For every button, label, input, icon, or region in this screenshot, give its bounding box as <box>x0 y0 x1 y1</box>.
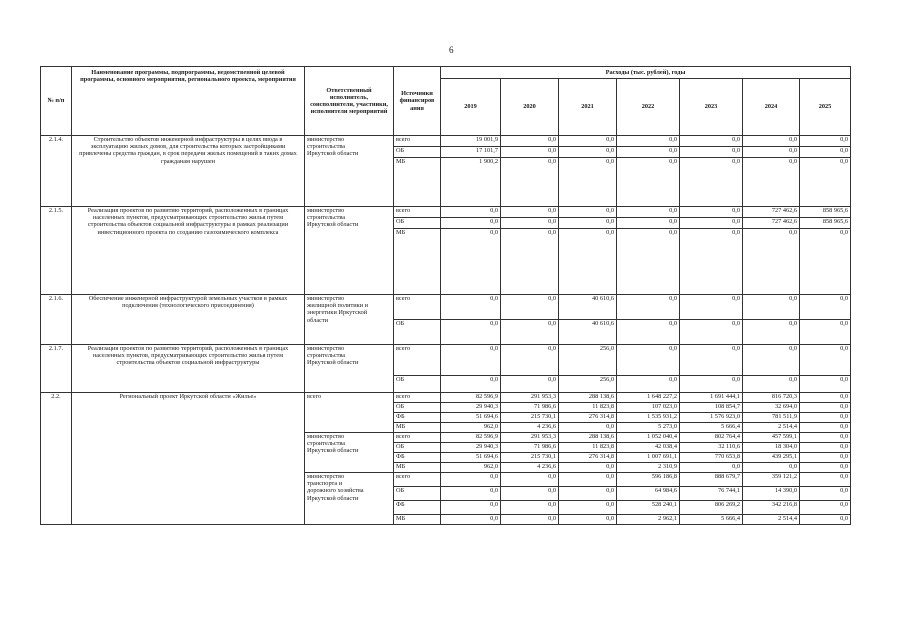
funding-source: ОБ <box>394 443 441 453</box>
executor-line: министерство <box>307 345 345 352</box>
header-year: 2022 <box>617 79 680 136</box>
amount-cell: 42 038,4 <box>617 443 680 453</box>
amount-cell: 40 610,6 <box>559 320 617 345</box>
amount-cell: 0,0 <box>501 158 559 207</box>
row-number: 2.1.4. <box>41 136 72 207</box>
amount-cell: 0,0 <box>559 136 617 147</box>
amount-cell: 0,0 <box>800 501 851 515</box>
amount-cell: 0,0 <box>617 295 680 320</box>
amount-cell: 0,0 <box>743 147 800 158</box>
header-source: Источники финансиров ания <box>394 67 441 136</box>
executor-cell <box>305 295 394 345</box>
amount-cell: 816 720,3 <box>743 393 800 403</box>
amount-cell: 51 694,6 <box>441 413 501 423</box>
amount-cell: 0,0 <box>680 158 743 207</box>
funding-source: ФБ <box>394 413 441 423</box>
amount-cell: 276 314,8 <box>559 413 617 423</box>
amount-cell: 291 953,3 <box>501 393 559 403</box>
amount-cell: 0,0 <box>800 403 851 413</box>
amount-cell: 0,0 <box>800 345 851 376</box>
funding-source: МБ <box>394 515 441 525</box>
executor-line: энергетики Иркутской <box>307 309 368 317</box>
funding-source: ОБ <box>394 320 441 345</box>
amount-cell: 0,0 <box>559 218 617 229</box>
amount-cell: 0,0 <box>501 487 559 501</box>
amount-cell: 0,0 <box>680 147 743 158</box>
header-year: 2019 <box>441 79 501 136</box>
amount-cell: 0,0 <box>441 376 501 393</box>
amount-cell: 0,0 <box>501 147 559 158</box>
amount-cell: 0,0 <box>441 345 501 376</box>
amount-cell: 0,0 <box>800 473 851 487</box>
amount-cell: 0,0 <box>559 229 617 295</box>
executor-line: строительства <box>307 440 346 448</box>
executor-line: Иркутской области <box>307 494 359 502</box>
amount-cell: 71 986,6 <box>501 443 559 453</box>
amount-cell: 439 295,1 <box>743 453 800 463</box>
header-name: Наименование программы, подпрограммы, ведомственной целевой программы, основного мероприятия, регионального проекта, мероприятия <box>72 67 305 136</box>
executor-line: министерство <box>307 295 345 302</box>
page-number: 6 <box>449 45 454 55</box>
amount-cell: 0,0 <box>680 320 743 345</box>
executor-line: Иркутской области <box>307 359 359 367</box>
amount-cell: 1 576 923,0 <box>680 413 743 423</box>
amount-cell: 5 666,4 <box>680 515 743 525</box>
amount-cell: 0,0 <box>501 295 559 320</box>
executor-line: Иркутской области <box>307 150 359 158</box>
amount-cell: 0,0 <box>800 376 851 393</box>
funding-source: МБ <box>394 158 441 207</box>
amount-cell: 0,0 <box>617 320 680 345</box>
funding-source: ОБ <box>394 403 441 413</box>
table-header <box>41 67 851 136</box>
amount-cell: 82 596,9 <box>441 433 501 443</box>
funding-source: МБ <box>394 423 441 433</box>
amount-cell: 14 390,0 <box>743 487 800 501</box>
amount-cell: 0,0 <box>680 345 743 376</box>
amount-cell: 0,0 <box>743 295 800 320</box>
amount-cell: 0,0 <box>617 229 680 295</box>
amount-cell: 0,0 <box>800 136 851 147</box>
amount-cell: 0,0 <box>617 345 680 376</box>
amount-cell: 0,0 <box>800 453 851 463</box>
amount-cell: 0,0 <box>441 218 501 229</box>
amount-cell: 256,0 <box>559 345 617 376</box>
amount-cell: 0,0 <box>800 295 851 320</box>
amount-cell: 0,0 <box>800 393 851 403</box>
funding-source: ОБ <box>394 376 441 393</box>
executor-line: министерство <box>307 433 345 440</box>
amount-cell: 1 052 040,4 <box>617 433 680 443</box>
amount-cell: 0,0 <box>441 515 501 525</box>
executor-line: транспорта и <box>307 480 343 488</box>
table-row <box>41 136 851 147</box>
program-name: Реализация проектов по развитию территорий, расположенных в границах населенных пунктов, предусматривающих строительство жилья путем строительства объектов социальной инфраструктуры в рамках реализации инвестиционного проекта по созданию газохимического комплекса <box>72 207 305 295</box>
amount-cell: 40 610,6 <box>559 295 617 320</box>
amount-cell: 0,0 <box>617 158 680 207</box>
amount-cell: 0,0 <box>441 207 501 218</box>
amount-cell: 0,0 <box>501 207 559 218</box>
amount-cell: 342 216,8 <box>743 501 800 515</box>
amount-cell: 0,0 <box>501 320 559 345</box>
amount-cell: 215 730,1 <box>501 413 559 423</box>
amount-cell: 781 511,9 <box>743 413 800 423</box>
funding-source: всего <box>394 207 441 218</box>
executor-cell <box>305 136 394 207</box>
amount-cell: 0,0 <box>743 158 800 207</box>
amount-cell: 0,0 <box>441 229 501 295</box>
amount-cell: 0,0 <box>617 147 680 158</box>
amount-cell: 5 273,0 <box>617 423 680 433</box>
amount-cell: 4 236,6 <box>501 463 559 473</box>
amount-cell: 0,0 <box>743 345 800 376</box>
amount-cell: 0,0 <box>501 473 559 487</box>
executor-cell <box>305 473 394 525</box>
executor-line: строительства <box>307 143 346 151</box>
funding-source: всего <box>394 433 441 443</box>
program-name: Обеспечение инженерной инфраструктурой земельных участков в рамках подключения (технологического присоединения) <box>72 295 305 345</box>
row-number: 2.1.7. <box>41 345 72 393</box>
amount-cell: 51 694,6 <box>441 453 501 463</box>
program-name: Строительство объектов инженерной инфраструктуры в целях ввода в эксплуатацию жилых домов, для строительства которых застройщиками привлечены средства граждан, в срок передачи жилых помещений в таких домах гражданам нарушен <box>72 136 305 207</box>
amount-cell: 0,0 <box>800 515 851 525</box>
amount-cell: 0,0 <box>441 473 501 487</box>
amount-cell: 0,0 <box>800 443 851 453</box>
amount-cell: 0,0 <box>559 423 617 433</box>
funding-source: ОБ <box>394 218 441 229</box>
funding-source: ОБ <box>394 147 441 158</box>
amount-cell: 2 514,4 <box>743 423 800 433</box>
amount-cell: 0,0 <box>800 463 851 473</box>
executor-line: Иркутской области <box>307 221 359 229</box>
amount-cell: 291 953,3 <box>501 433 559 443</box>
amount-cell: 0,0 <box>743 229 800 295</box>
amount-cell: 0,0 <box>743 463 800 473</box>
amount-cell: 18 304,0 <box>743 443 800 453</box>
amount-cell: 962,0 <box>441 463 501 473</box>
amount-cell: 11 823,8 <box>559 443 617 453</box>
amount-cell: 0,0 <box>501 376 559 393</box>
amount-cell: 0,0 <box>680 136 743 147</box>
amount-cell: 457 599,1 <box>743 433 800 443</box>
amount-cell: 2 310,9 <box>617 463 680 473</box>
executor-line: министерство <box>307 136 345 143</box>
header-year: 2023 <box>680 79 743 136</box>
header-executor: Ответственный исполнитель, соисполнители, участники, исполнители мероприятий <box>305 67 394 136</box>
amount-cell: 0,0 <box>441 487 501 501</box>
executor-line: министерство <box>307 207 345 214</box>
amount-cell: 806 269,2 <box>680 501 743 515</box>
funding-source: МБ <box>394 463 441 473</box>
amount-cell: 0,0 <box>800 320 851 345</box>
amount-cell: 0,0 <box>743 320 800 345</box>
amount-cell: 0,0 <box>743 376 800 393</box>
amount-cell: 0,0 <box>743 136 800 147</box>
executor-cell <box>305 433 394 473</box>
amount-cell: 29 940,3 <box>441 443 501 453</box>
amount-cell: 0,0 <box>501 515 559 525</box>
amount-cell: 1 900,2 <box>441 158 501 207</box>
amount-cell: 76 744,1 <box>680 487 743 501</box>
header-year: 2025 <box>800 79 851 136</box>
amount-cell: 0,0 <box>501 501 559 515</box>
amount-cell: 0,0 <box>501 229 559 295</box>
amount-cell: 0,0 <box>800 158 851 207</box>
amount-cell: 0,0 <box>617 207 680 218</box>
header-row-no: № п/п <box>41 67 72 136</box>
amount-cell: 0,0 <box>800 433 851 443</box>
funding-source: всего <box>394 393 441 403</box>
budget-table <box>40 66 851 525</box>
amount-cell: 108 854,7 <box>680 403 743 413</box>
amount-cell: 0,0 <box>800 229 851 295</box>
amount-cell: 802 764,4 <box>680 433 743 443</box>
amount-cell: 0,0 <box>501 136 559 147</box>
amount-cell: 962,0 <box>441 423 501 433</box>
table-body <box>41 136 851 525</box>
executor-line: Иркутской области <box>307 447 359 455</box>
amount-cell: 0,0 <box>680 376 743 393</box>
amount-cell: 0,0 <box>441 501 501 515</box>
funding-source: всего <box>394 345 441 376</box>
amount-cell: 0,0 <box>559 147 617 158</box>
amount-cell: 0,0 <box>559 473 617 487</box>
amount-cell: 0,0 <box>501 345 559 376</box>
amount-cell: 0,0 <box>617 218 680 229</box>
funding-source: всего <box>394 473 441 487</box>
table-row <box>41 207 851 218</box>
amount-cell: 0,0 <box>559 515 617 525</box>
amount-cell: 1 648 227,2 <box>617 393 680 403</box>
amount-cell: 288 138,6 <box>559 393 617 403</box>
header-year: 2020 <box>501 79 559 136</box>
amount-cell: 2 962,1 <box>617 515 680 525</box>
amount-cell: 0,0 <box>559 487 617 501</box>
amount-cell: 19 001,9 <box>441 136 501 147</box>
table-row <box>41 393 851 403</box>
amount-cell: 0,0 <box>501 218 559 229</box>
executor-line: жилищной политики и <box>307 302 368 310</box>
funding-source: ОБ <box>394 487 441 501</box>
amount-cell: 0,0 <box>800 413 851 423</box>
amount-cell: 0,0 <box>800 147 851 158</box>
executor-line: строительства <box>307 352 346 360</box>
amount-cell: 0,0 <box>680 295 743 320</box>
amount-cell: 0,0 <box>617 136 680 147</box>
amount-cell: 17 101,7 <box>441 147 501 158</box>
amount-cell: 888 679,7 <box>680 473 743 487</box>
amount-cell: 0,0 <box>559 207 617 218</box>
funding-source: всего <box>394 295 441 320</box>
amount-cell: 0,0 <box>680 463 743 473</box>
amount-cell: 4 236,6 <box>501 423 559 433</box>
amount-cell: 0,0 <box>680 229 743 295</box>
amount-cell: 64 984,6 <box>617 487 680 501</box>
table-row <box>41 345 851 376</box>
header-expenses: Расходы (тыс. рублей), годы <box>441 67 851 79</box>
program-name: Реализация проектов по развитию территорий, расположенных в границах населенных пунктов, предусматривающих строительство жилья путем строительства объектов социальной инфраструктуры <box>72 345 305 393</box>
funding-source: всего <box>394 136 441 147</box>
executor-cell <box>305 393 394 433</box>
amount-cell: 11 823,8 <box>559 403 617 413</box>
amount-cell: 359 121,2 <box>743 473 800 487</box>
program-name: Региональный проект Иркутской области «Жилье» <box>72 393 305 525</box>
amount-cell: 32 110,6 <box>680 443 743 453</box>
row-number: 2.1.5. <box>41 207 72 295</box>
executor-line: дорожного хозяйства <box>307 487 364 495</box>
amount-cell: 528 240,1 <box>617 501 680 515</box>
amount-cell: 858 965,6 <box>800 218 851 229</box>
amount-cell: 0,0 <box>680 207 743 218</box>
amount-cell: 0,0 <box>680 218 743 229</box>
amount-cell: 0,0 <box>559 501 617 515</box>
amount-cell: 1 691 444,1 <box>680 393 743 403</box>
amount-cell: 770 653,8 <box>680 453 743 463</box>
executor-cell <box>305 345 394 393</box>
amount-cell: 5 666,4 <box>680 423 743 433</box>
amount-cell: 107 023,0 <box>617 403 680 413</box>
amount-cell: 0,0 <box>559 463 617 473</box>
executor-line: области <box>307 316 329 324</box>
amount-cell: 32 694,0 <box>743 403 800 413</box>
funding-source: ФБ <box>394 501 441 515</box>
amount-cell: 0,0 <box>441 295 501 320</box>
amount-cell: 256,0 <box>559 376 617 393</box>
amount-cell: 0,0 <box>800 487 851 501</box>
amount-cell: 82 596,9 <box>441 393 501 403</box>
amount-cell: 2 514,4 <box>743 515 800 525</box>
amount-cell: 276 314,8 <box>559 453 617 463</box>
funding-source: МБ <box>394 229 441 295</box>
amount-cell: 1 535 931,2 <box>617 413 680 423</box>
header-year: 2021 <box>559 79 617 136</box>
amount-cell: 29 940,3 <box>441 403 501 413</box>
executor-line: строительства <box>307 214 346 222</box>
amount-cell: 727 462,6 <box>743 218 800 229</box>
amount-cell: 71 986,6 <box>501 403 559 413</box>
funding-source: ФБ <box>394 453 441 463</box>
header-year: 2024 <box>743 79 800 136</box>
amount-cell: 0,0 <box>559 158 617 207</box>
amount-cell: 288 138,6 <box>559 433 617 443</box>
row-number: 2.1.6. <box>41 295 72 345</box>
amount-cell: 0,0 <box>441 320 501 345</box>
amount-cell: 727 462,6 <box>743 207 800 218</box>
executor-cell <box>305 207 394 295</box>
table-row <box>41 295 851 320</box>
amount-cell: 0,0 <box>617 376 680 393</box>
executor-line: министерство <box>307 473 345 480</box>
row-number: 2.2. <box>41 393 72 525</box>
executor-line: всего <box>307 393 322 400</box>
amount-cell: 1 007 691,1 <box>617 453 680 463</box>
amount-cell: 596 186,8 <box>617 473 680 487</box>
amount-cell: 858 965,6 <box>800 207 851 218</box>
amount-cell: 215 730,1 <box>501 453 559 463</box>
amount-cell: 0,0 <box>800 423 851 433</box>
